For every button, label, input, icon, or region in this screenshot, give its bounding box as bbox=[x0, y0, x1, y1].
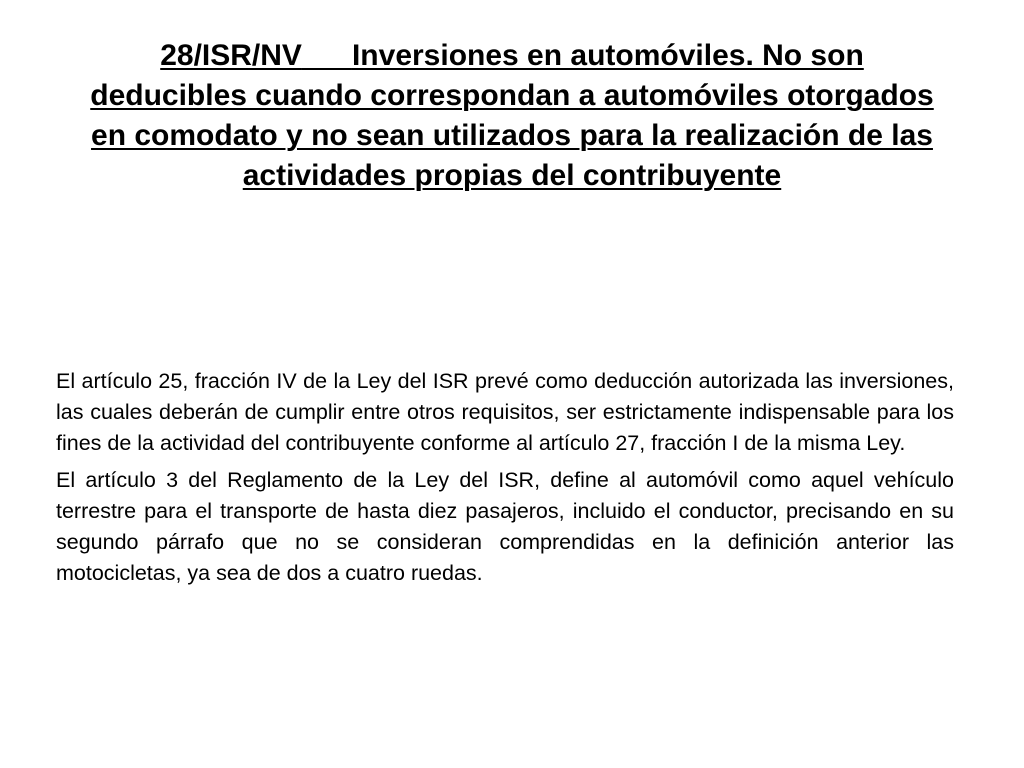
slide-title bbox=[80, 36, 944, 196]
slide-body bbox=[56, 366, 954, 595]
criterion-title: Inversiones en automóviles. No son deducibles cuando correspondan a automóviles otorgados en comodato y no sean utilizados para la realización de las actividades propias del contribuyente bbox=[90, 39, 934, 192]
criterion-code: 28/ISR/NV bbox=[160, 39, 302, 72]
body-paragraph-2: El artículo 3 del Reglamento de la Ley del ISR, define al automóvil como aquel vehículo terrestre para el transporte de hasta diez pasajeros, incluido el conductor, precisando en su segundo párrafo que no se consideran comprendidas en la definición anterior las motocicletas, ya sea de dos a cuatro ruedas. bbox=[56, 468, 954, 585]
body-paragraph-1: El artículo 25, fracción IV de la Ley del ISR prevé como deducción autorizada las inversiones, las cuales deberán de cumplir entre otros requisitos, ser estrictamente indispensable para los fines de la actividad del contribuyente conforme al artículo 27, fracción I de la misma Ley. bbox=[56, 369, 954, 455]
title-spacer bbox=[302, 39, 352, 72]
